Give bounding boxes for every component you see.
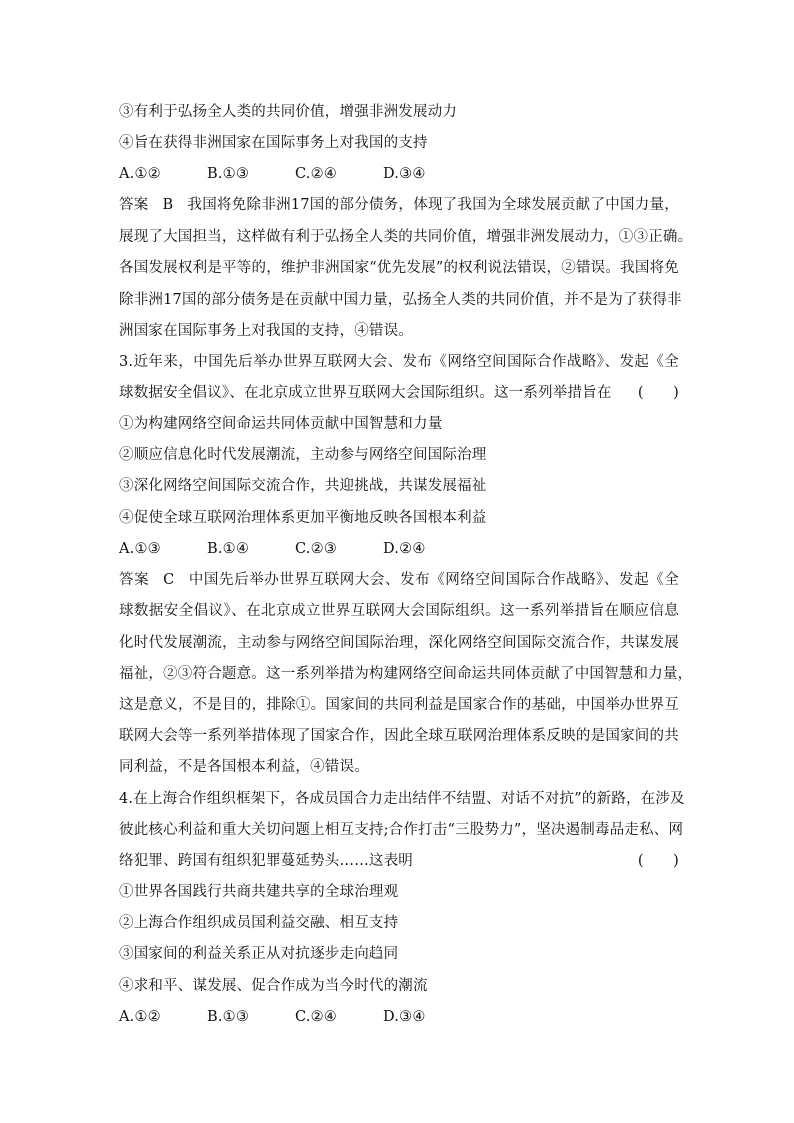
q2-choice-d: D.③④ — [383, 166, 426, 182]
q3-option-1: ①为构建网络空间命运共同体贡献中国智慧和力量 — [119, 416, 443, 432]
q3-option-3: ③深化网络空间国际交流合作，共迎挑战，共谋发展福祉 — [119, 478, 487, 494]
q2-explanation-line-5: 洲国家在国际事务上对我国的支持，④错误。 — [119, 323, 413, 339]
q3-explanation-line-2: 球数据安全倡议》、在北京成立世界互联网大会国际组织。这一系列举措旨在顺应信息 — [119, 603, 679, 619]
q2-explanation-line-3: 各国发展权利是平等的，维护非洲国家“优先发展”的权利说法错误，②错误。我国将免 — [119, 260, 679, 276]
answer-blank: ( ) — [637, 385, 679, 401]
q3-stem-line-1: 3.近年来，中国先后举办世界互联网大会、发布《网络空间国际合作战略》、发起《全 — [119, 354, 679, 370]
q4-choice-c: C.②④ — [295, 1009, 337, 1025]
q3-explanation-line-6: 联网大会等一系列举措体现了国家合作，因此全球互联网治理体系反映的是国家间的共 — [119, 728, 679, 744]
q4-option-1: ①世界各国践行共商共建共享的全球治理观 — [119, 884, 399, 900]
q4-option-4: ④求和平、谋发展、促合作成为当今时代的潮流 — [119, 978, 428, 994]
answer-letter: B — [162, 197, 174, 213]
q3-stem-line-2 — [119, 383, 679, 403]
q3-explanation-line-5: 这是意义，不是目的，排除①。国家间的共同利益是国家合作的基础，中国举办世界互 — [119, 697, 679, 713]
q4-stem-line-2: 彼此核心利益和重大关切问题上相互支持;合作打击“三股势力”，坚决遏制毒品走私、网 — [119, 822, 684, 838]
q4-stem-line-1: 4.在上海合作组织框架下，各成员国合力走出结伴不结盟、对话不对抗”的新路，在涉及 — [119, 791, 685, 807]
q2-choice-c: C.②④ — [295, 166, 337, 182]
q3-stem-text: 球数据安全倡议》、在北京成立世界互联网大会国际组织。这一系列举措旨在 — [119, 385, 612, 401]
q2-choice-a: A.①② — [119, 166, 161, 182]
q3-choice-d: D.②④ — [383, 541, 426, 557]
q2-option-3: ③有利于弘扬全人类的共同价值，增强非洲发展动力 — [119, 104, 458, 120]
q3-choice-c: C.②③ — [295, 541, 337, 557]
q3-option-2: ②顺应信息化时代发展潮流，主动参与网络空间国际治理 — [119, 447, 487, 463]
q4-choices — [119, 1007, 679, 1027]
q2-explanation-line-4: 除非洲17国的部分债务是在贡献中国力量，弘扬全人类的共同价值，并不是为了获得非 — [119, 292, 682, 308]
q2-choice-b: B.①③ — [207, 166, 250, 182]
q4-stem-text: 络犯罪、跨国有组织犯罪蔓延势头……这表明 — [119, 853, 413, 869]
answer-letter: C — [163, 572, 175, 588]
q3-explanation-line-7: 同利益，不是各国根本利益，④错误。 — [119, 759, 369, 775]
answer-label: 答案 — [119, 572, 150, 588]
explanation-text: 中国先后举办世界互联网大会、发布《网络空间国际合作战略》、发起《全 — [188, 572, 679, 588]
q3-answer-line-1 — [119, 570, 679, 590]
answer-label: 答案 — [119, 197, 149, 213]
q3-choice-b: B.①④ — [207, 541, 250, 557]
q4-choice-b: B.①③ — [207, 1009, 250, 1025]
q4-stem-line-3 — [119, 851, 679, 871]
q2-option-4: ④旨在获得非洲国家在国际事务上对我国的支持 — [119, 135, 428, 151]
q4-choice-d: D.③④ — [383, 1009, 426, 1025]
answer-blank: ( ) — [637, 853, 679, 869]
q2-explanation-line-2: 展现了大国担当，这样做有利于弘扬全人类的共同价值，增强非洲发展动力，①③正确。 — [119, 229, 693, 245]
q3-option-4: ④促使全球互联网治理体系更加平衡地反映各国根本利益 — [119, 510, 487, 526]
explanation-text: 我国将免除非洲17国的部分债务，体现了我国为全球发展贡献了中国力量， — [187, 197, 679, 213]
q3-explanation-line-3: 化时代发展潮流，主动参与网络空间国际治理，深化网络空间国际交流合作，共谋发展 — [119, 635, 679, 651]
q4-option-3: ③国家间的利益关系正从对抗逐步走向趋同 — [119, 946, 399, 962]
q3-explanation-line-4: 福祉，②③符合题意。这一系列举措为构建网络空间命运共同体贡献了中国智慧和力量， — [119, 666, 693, 682]
q3-choice-a: A.①③ — [119, 541, 161, 557]
q4-choice-a: A.①② — [119, 1009, 161, 1025]
q2-answer-line-1 — [119, 195, 679, 215]
q2-choices — [119, 164, 679, 184]
q4-option-2: ②上海合作组织成员国利益交融、相互支持 — [119, 915, 399, 931]
q3-choices — [119, 539, 679, 559]
